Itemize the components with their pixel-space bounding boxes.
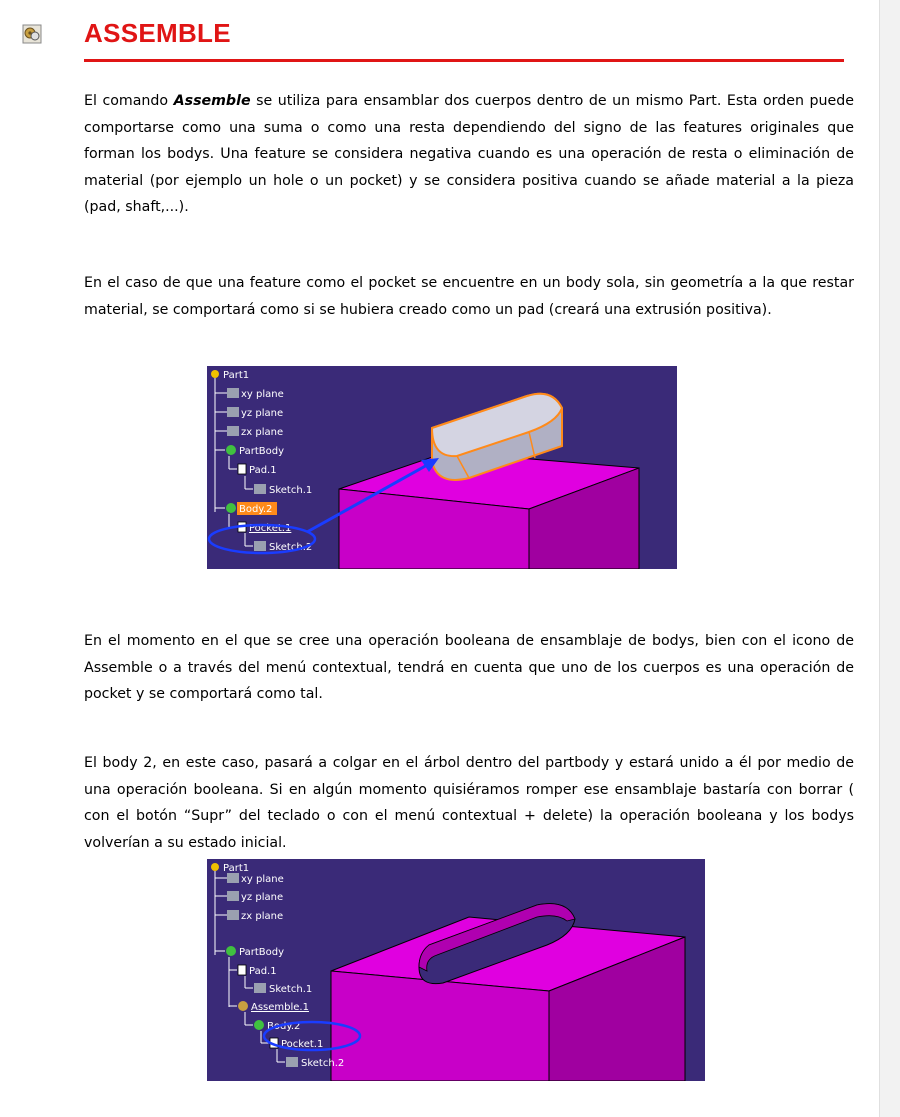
right-margin-strip — [879, 0, 900, 1117]
figure-pocket-body — [207, 366, 677, 569]
tree-node-xy-plane: xy plane — [241, 389, 284, 400]
paragraph-1-body: se utiliza para ensamblar dos cuerpos dentro de un mismo Part. Esta orden puede comportarse como una suma o como una resta dependiendo del signo de las features originales que forman los bodys. Una feature se considera negativa cuando es una operación de resta o eliminación de material (por ejemplo un hole o un pocket) y se considera positiva cuando se añade material a la pieza (pad, shaft,...). — [84, 93, 854, 215]
paragraph-2: En el caso de que una feature como el pocket se encuentre en un body sola, sin geometría a la que restar material, se comportará como si se hubiera creado como un pad (creará una extrusión positiva). — [84, 275, 854, 318]
page-title: ASSEMBLE — [84, 18, 231, 48]
tree-node-part1: Part1 — [223, 863, 250, 874]
tree-node-pad: Pad.1 — [249, 966, 277, 977]
tree-node-body2: Body.2 — [239, 504, 273, 515]
paragraph-4: El body 2, en este caso, pasará a colgar en el árbol dentro del partbody y estará unido a él por medio de una operación booleana. Si en algún momento quisiéramos romper ese ensamblaje bastaría con borrar ( con el botón “Supr” del teclado o con el menú contextual + delete) la operación booleana y los bodys volverían a su estado inicial. — [84, 755, 854, 851]
assemble-command-name: Assemble — [173, 93, 251, 109]
tree-node-body2: Body.2 — [267, 1021, 301, 1032]
tree-node-sketch2: Sketch.2 — [301, 1058, 345, 1069]
assemble-icon — [22, 24, 42, 44]
tree-node-zx-plane: zx plane — [241, 427, 284, 438]
tree-node-xy-plane: xy plane — [241, 874, 284, 885]
tree-node-assemble: Assemble.1 — [251, 1002, 309, 1013]
paragraph-1 — [84, 88, 854, 221]
title-underline — [84, 59, 844, 62]
tree-node-zx-plane: zx plane — [241, 911, 284, 922]
tree-node-yz-plane: yz plane — [241, 892, 284, 903]
tree-node-pad: Pad.1 — [249, 465, 277, 476]
tree-node-yz-plane: yz plane — [241, 408, 284, 419]
tree-node-sketch1: Sketch.1 — [269, 984, 313, 995]
tree-node-partbody: PartBody — [239, 446, 284, 457]
tree-node-part1: Part1 — [223, 370, 250, 381]
tree-node-pocket: Pocket.1 — [249, 523, 292, 534]
tree-node-partbody: PartBody — [239, 947, 284, 958]
tree-node-sketch2: Sketch.2 — [269, 542, 313, 553]
paragraph-1-intro: El comando — [84, 93, 174, 109]
figure-assembled-result — [207, 859, 705, 1081]
tree-node-sketch1: Sketch.1 — [269, 485, 313, 496]
tree-node-pocket: Pocket.1 — [281, 1039, 324, 1050]
paragraph-3: En el momento en el que se cree una operación booleana de ensamblaje de bodys, bien con el icono de Assemble o a través del menú contextual, tendrá en cuenta que uno de los cuerpos es una operación de pocket y se comportará como tal. — [84, 633, 854, 702]
